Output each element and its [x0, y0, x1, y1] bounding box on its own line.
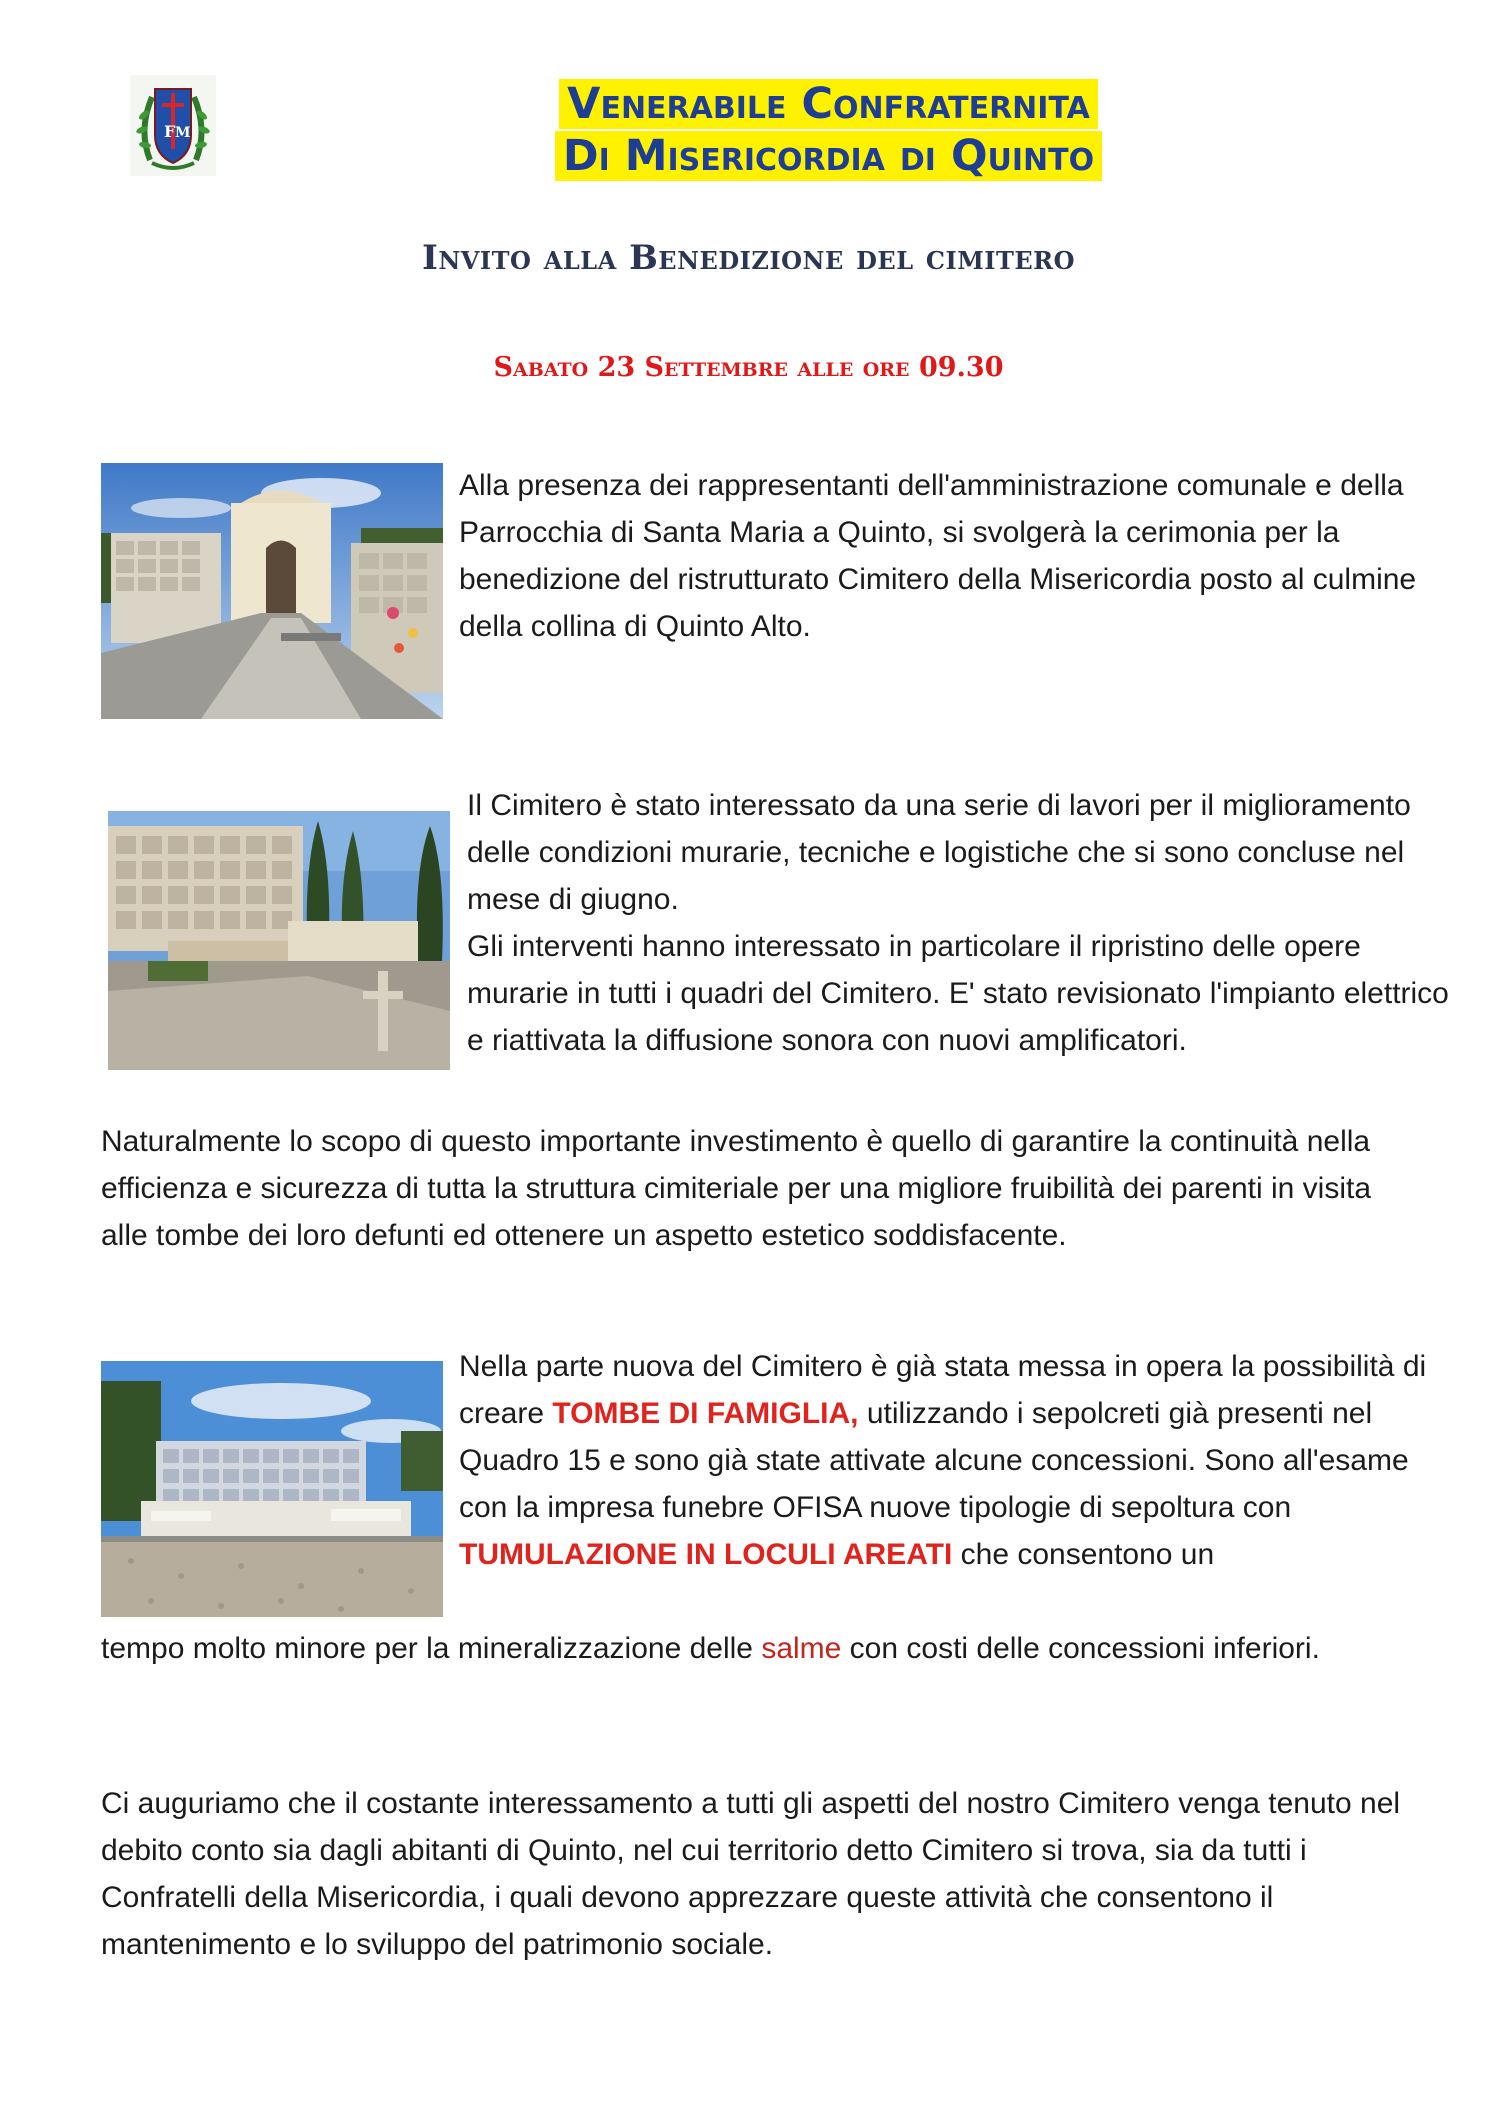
loculi-areati-emphasis: TUMULAZIONE IN LOCULI AREATI [459, 1538, 953, 1571]
new-section-text-1: Nella parte nuova del Cimitero è già stata messa in opera la possibilità di creare [459, 1350, 1427, 1430]
confraternita-title-line2: Di Misericordia di Quinto [0, 132, 1497, 180]
intro-paragraph: Alla presenza dei rappresentanti dell'amministrazione comunale e della Parrocchia di Santa Maria a Quinto, si svolgerà la cerimonia per la benedizione del ristrutturato Cimitero della Misericordia posto al culmine della collina di Quinto Alto. [459, 469, 1417, 643]
new-section-text-2: utilizzando i sepolcreti già presenti nel Quadro 15 e sono già state attivate alcune concessioni. Sono all'esame con la impresa funebre OFISA nuove tipologie di sepoltura con [459, 1397, 1409, 1524]
continuation-text-1: tempo molto minore per la mineralizzazione delle [101, 1632, 762, 1665]
new-section-continuation [101, 1625, 1411, 1672]
svg-text:M: M [175, 125, 191, 141]
cemetery-walls-photo [108, 811, 450, 1070]
closing-paragraph: Ci auguriamo che il costante interessamento a tutti gli aspetti del nostro Cimitero venga tenuto nel debito conto sia dagli abitanti di Quinto, nel cui territorio detto Cimitero si trova, sia da tutti i Confratelli della Misericordia, i quali devono apprezzare queste attività che consentono il mantenimento e lo sviluppo del patrimonio sociale. [101, 1787, 1401, 1961]
invitation-heading: Invito alla Benedizione del cimitero [421, 238, 1076, 278]
confraternita-title-line1: Venerabile Confraternita [0, 80, 1497, 128]
family-tombs-emphasis: TOMBE DI FAMIGLIA, [552, 1397, 859, 1430]
new-section-paragraph [459, 1343, 1449, 1578]
cemetery-new-section-photo [101, 1361, 443, 1617]
event-date: Sabato 23 Settembre alle ore 09.30 [493, 352, 1004, 383]
salme-emphasis: salme [761, 1632, 842, 1665]
continuation-text-2: con costi delle concessioni inferiori. [841, 1632, 1320, 1665]
svg-text:F: F [164, 122, 176, 141]
works-paragraph [467, 782, 1457, 1064]
works-paragraph-part2: Gli interventi hanno interessato in particolare il ripristino delle opere murarie in tutti i quadri del Cimitero. E' stato revisionato l'impianto elettrico e riattivata la diffusione sonora con nuovi amplificatori. [467, 930, 1449, 1057]
new-section-text-3: che consentono un [952, 1538, 1215, 1571]
cemetery-chapel-photo [101, 463, 443, 719]
investment-paragraph: Naturalmente lo scopo di questo importante investimento è quello di garantire la continuità nella efficienza e sicurezza di tutta la struttura cimiteriale per una migliore fruibilità dei parenti in visita alle tombe dei loro defunti ed ottenere un aspetto estetico soddisfacente. [101, 1125, 1372, 1252]
works-paragraph-part1: Il Cimitero è stato interessato da una serie di lavori per il miglioramento delle condizioni murarie, tecniche e logistiche che si sono concluse nel mese di giugno. [467, 789, 1411, 916]
